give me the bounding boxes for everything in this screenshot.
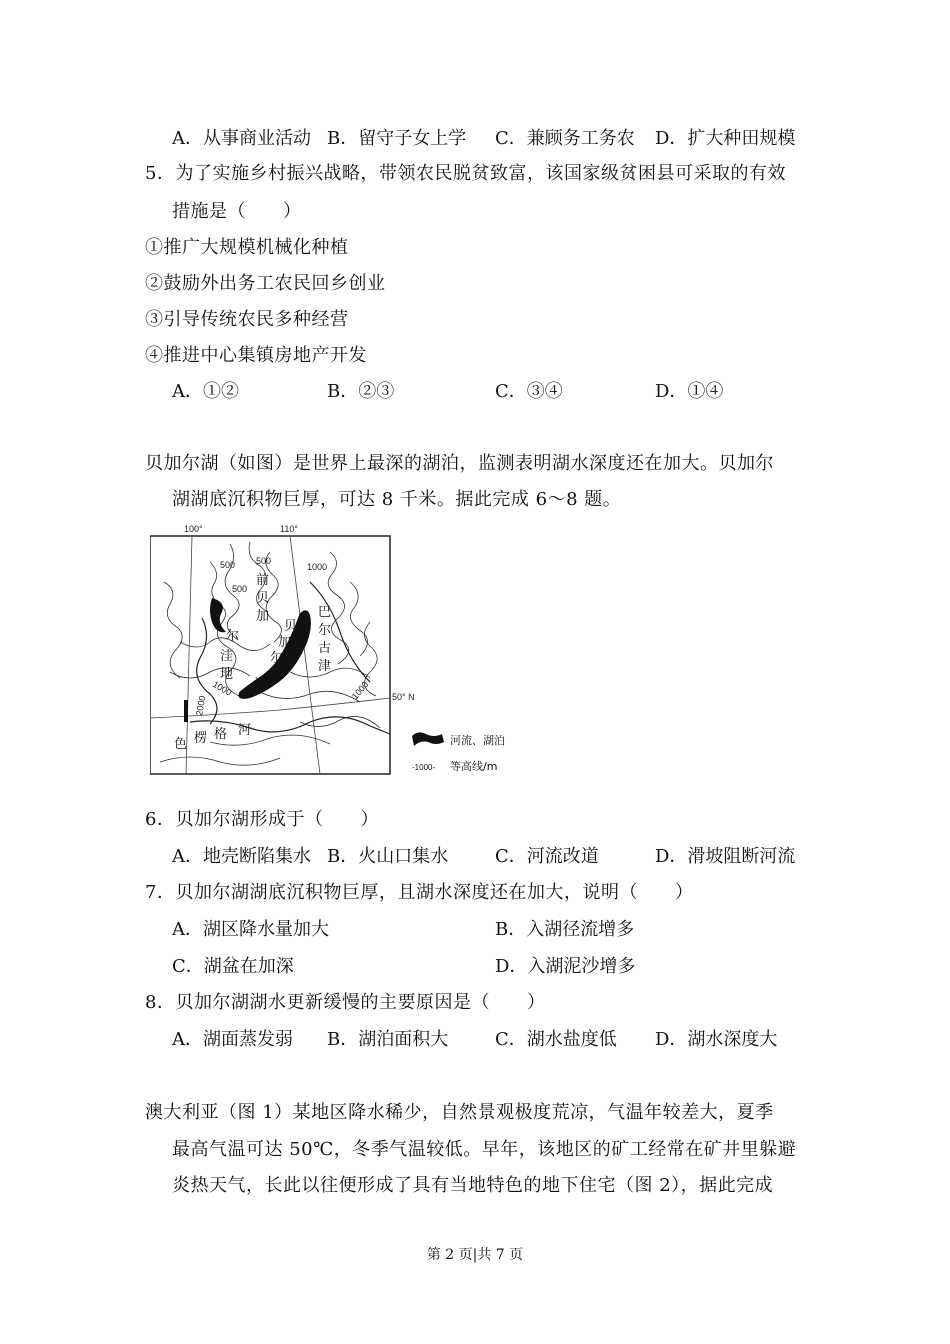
q7-option-c: C．湖盆在加深 <box>172 956 294 977</box>
legend-contour: 等高线/m <box>450 760 498 773</box>
lon-110-label: 110° <box>280 524 298 534</box>
place-label: 尔 <box>226 629 240 644</box>
contour-label-500: 500 <box>256 556 272 566</box>
legend-lake-symbol <box>412 732 444 746</box>
q5-option-b: B．②③ <box>327 381 395 402</box>
lon-100-label: 100° <box>184 524 203 534</box>
q5-option-a: A．①② <box>172 381 239 402</box>
q6-option-d: D．滑坡阻断河流 <box>655 846 796 867</box>
place-label: 洼 <box>220 649 234 664</box>
q4-option-c: C．兼顾务工务农 <box>495 128 635 149</box>
place-label: 地 <box>220 667 234 682</box>
baikal-intro-line2: 湖湖底沉积物巨厚，可达 8 千米。据此完成 6～8 题。 <box>172 489 622 510</box>
q5-item-2: ②鼓励外出务工农民回乡创业 <box>145 273 386 294</box>
place-label: 津 <box>318 659 332 674</box>
australia-intro-line3: 炎热天气，长此以往便形成了具有当地特色的地下住宅（图 2），据此完成 <box>172 1175 774 1196</box>
q7-option-d: D．入湖泥沙增多 <box>495 956 636 977</box>
contour-label-500: 500 <box>232 584 248 594</box>
legend-contour-sample: -1000- <box>412 763 436 772</box>
q4-option-b: B．留守子女上学 <box>327 128 467 149</box>
q4-option-a: A．从事商业活动 <box>172 128 311 149</box>
place-label: 贝 <box>256 591 270 606</box>
contour-label-1000: 1000 <box>307 562 328 572</box>
q5-item-1: ①推广大规模机械化种植 <box>145 237 349 258</box>
q6-option-c: C．河流改道 <box>495 846 599 867</box>
small-lake <box>184 700 188 722</box>
baikal-intro-line1: 贝加尔湖（如图）是世界上最深的湖泊，监测表明湖水深度还在加大。贝加尔 <box>145 453 774 474</box>
place-label: 前 <box>256 573 270 588</box>
legend-river-lake: 河流、湖泊 <box>450 734 505 747</box>
place-label: 加 <box>278 635 292 650</box>
q6-option-a: A．地壳断陷集水 <box>172 846 311 867</box>
australia-intro-line1: 澳大利亚（图 1）某地区降水稀少，自然景观极度荒凉，气温年较差大，夏季 <box>145 1102 774 1123</box>
q7-option-b: B．入湖径流增多 <box>495 919 635 940</box>
q5-stem-line2: 措施是（ ） <box>172 201 302 222</box>
river-label: 色 <box>174 737 188 752</box>
river-label: 格 <box>214 727 228 742</box>
place-label: 加 <box>256 609 270 624</box>
q6-option-b: B．火山口集水 <box>327 846 449 867</box>
upper-lake <box>210 598 226 632</box>
q4-option-d: D．扩大种田规模 <box>655 128 796 149</box>
place-label: 古 <box>318 641 332 656</box>
q6-stem: 6．贝加尔湖形成于（ ） <box>145 809 379 830</box>
q8-option-b: B．湖泊面积大 <box>327 1029 449 1050</box>
place-label: 尔 <box>318 623 332 638</box>
q8-option-c: C．湖水盐度低 <box>495 1029 617 1050</box>
q5-item-4: ④推进中心集镇房地产开发 <box>145 345 367 366</box>
q8-stem: 8．贝加尔湖湖水更新缓慢的主要原因是（ ） <box>145 992 546 1013</box>
contour-label-500: 500 <box>220 560 236 570</box>
q8-option-d: D．湖水深度大 <box>655 1029 778 1050</box>
q5-option-d: D．①④ <box>655 381 724 402</box>
q5-item-3: ③引导传统农民多种经营 <box>145 309 349 330</box>
q7-stem: 7．贝加尔湖湖底沉积物巨厚，且湖水深度还在加大，说明（ ） <box>145 882 694 903</box>
place-label: 巴 <box>318 605 332 620</box>
q7-option-a: A．湖区降水量加大 <box>172 919 329 940</box>
contour-label-1000: 1000 <box>211 679 234 698</box>
contour-label-1000: 1000 <box>349 679 371 702</box>
q5-stem-line1: 5．为了实施乡村振兴战略，带领农民脱贫致富，该国家级贫困县可采取的有效 <box>145 163 786 184</box>
place-label: 湖 <box>254 677 268 692</box>
contour-label-2000: 2000 <box>194 694 208 717</box>
river-label: 河 <box>238 723 252 738</box>
river-label: 楞 <box>194 731 208 746</box>
place-label: 贝 <box>284 619 298 634</box>
lat-50-label: 50° N <box>392 692 415 702</box>
australia-intro-line2: 最高气温可达 50℃，冬季气温较低。早年，该地区的矿工经常在矿井里躲避 <box>172 1139 797 1160</box>
q8-option-a: A．湖面蒸发弱 <box>172 1029 293 1050</box>
q5-option-c: C．③④ <box>495 381 563 402</box>
page-footer: 第 2 页|共 7 页 <box>426 1247 524 1263</box>
place-label: 尔 <box>270 651 284 666</box>
baikal-map <box>150 522 540 780</box>
